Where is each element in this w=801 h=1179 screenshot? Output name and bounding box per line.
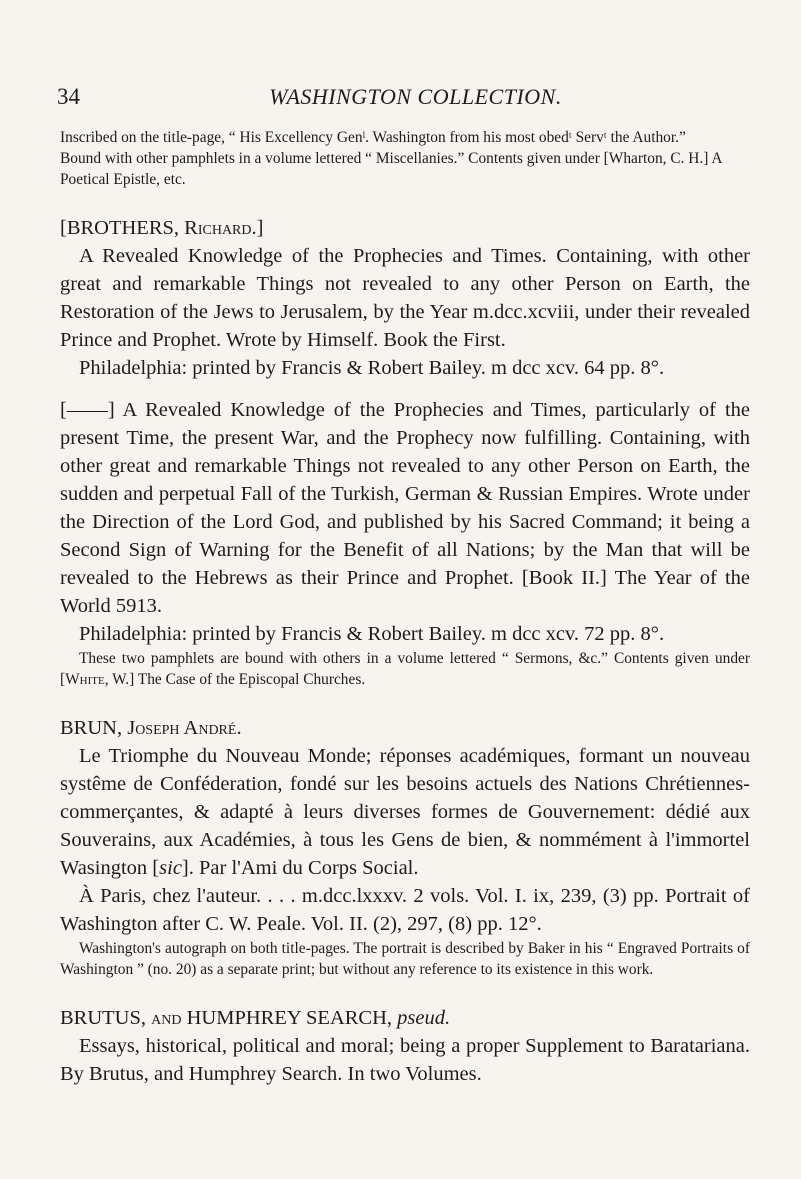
running-title: WASHINGTON COLLECTION. <box>269 84 562 109</box>
entry-title-brothers-2: [——] A Revealed Knowledge of the Prophecies and Times, particularly of the present Time, the present War, and the Prophecy now fulfilling. Containing, with other great and remarkable Things not revealed to any other Person on Earth, the sudden and perpetual Fall of the Turkish, German & Russian Empires. Wrote under the Direction of the Lord God, and published by his Sacred Command; it being a Second Sign of Warning for the Benefit of all Nations; by the Man that will be revealed to the Hebrews as their Prince and Prophet. [Book II.] The Year of the World 5913. <box>60 399 750 617</box>
note-text: These two pamphlets are bound with others in a volume lettered “ Sermons, &c.” Contents given under [ <box>60 650 750 688</box>
heading-name-2: HUMPHREY SEARCH, <box>181 1007 398 1029</box>
entry-imprint-brothers-1: Philadelphia: printed by Francis & Robert Bailey. m dcc xcv. 64 pp. 8°. <box>79 357 665 379</box>
entry-imprint-brothers-2: Philadelphia: printed by Francis & Robert Bailey. m dcc xcv. 72 pp. 8°. <box>79 623 665 645</box>
page-number: 34 <box>57 84 80 109</box>
entry-heading-brothers <box>60 214 750 242</box>
heading-name: BRUTUS, <box>60 1007 152 1029</box>
entry-title-brun <box>60 742 750 882</box>
note-name: White <box>65 671 105 688</box>
heading-forename: Richard.] <box>184 217 264 239</box>
entry-heading-brutus <box>60 1004 750 1032</box>
page-content <box>60 127 750 1088</box>
heading-pseud: pseud. <box>397 1007 451 1029</box>
sic-mark: sic <box>159 857 182 879</box>
title-text-end: ]. Par l'Ami du Corps Social. <box>181 857 419 879</box>
heading-and: and <box>151 1007 182 1029</box>
heading-forename: oseph André. <box>135 717 242 739</box>
entry-title-brothers-1: A Revealed Knowledge of the Prophecies and Times. Containing, with other great and remarkable Things not revealed to any other Person on Earth, the Restoration of the Jews to Jerusalem, by the Year m.dcc.xcviii, under their revealed Prince and Prophet. Wrote by Himself. Book the First. <box>60 245 750 351</box>
heading-name: [BROTHERS, <box>60 217 185 239</box>
intro-inscription: Inscribed on the title-page, “ His Excellency Genˡ. Washington from his most obedᵗ Servᵗ the Author.” <box>60 129 686 146</box>
title-text: Le Triomphe du Nouveau Monde; réponses académiques, formant un nouveau systême de Conféderation, fondé sur les besoins actuels des Nations Chrétiennes-commerçantes, & adapté à leurs diverses formes de Gouvernement: dédié aux Souverains, aux Académies, à tous les Gens de bien, & nommément à l'immortel Wasington [ <box>60 745 750 879</box>
entry-heading-brun <box>60 714 750 742</box>
page-header <box>0 84 801 114</box>
entry-imprint-brun: À Paris, chez l'auteur. . . . m.dcc.lxxxv. 2 vols. Vol. I. ix, 239, (3) pp. Portrait of Washington after C. W. Peale. Vol. II. (2), 297, (8) pp. 12°. <box>60 885 750 935</box>
heading-name: BRUN, J <box>60 717 136 739</box>
intro-binding-note: Bound with other pamphlets in a volume lettered “ Miscellanies.” Contents given under [Wharton, C. H.] A Poetical Epistle, etc. <box>60 150 722 188</box>
entry-note-brothers <box>60 648 750 690</box>
entry-note-brun: Washington's autograph on both title-pages. The portrait is described by Baker in his “ Engraved Portraits of Washington ” (no. 20) as a separate print; but without any reference to its existence in this work. <box>60 940 750 978</box>
entry-title-brutus: Essays, historical, political and moral; being a proper Supplement to Baratariana. By Brutus, and Humphrey Search. In two Volumes. <box>60 1035 750 1085</box>
note-text-end: , W.] The Case of the Episcopal Churches. <box>104 671 366 688</box>
